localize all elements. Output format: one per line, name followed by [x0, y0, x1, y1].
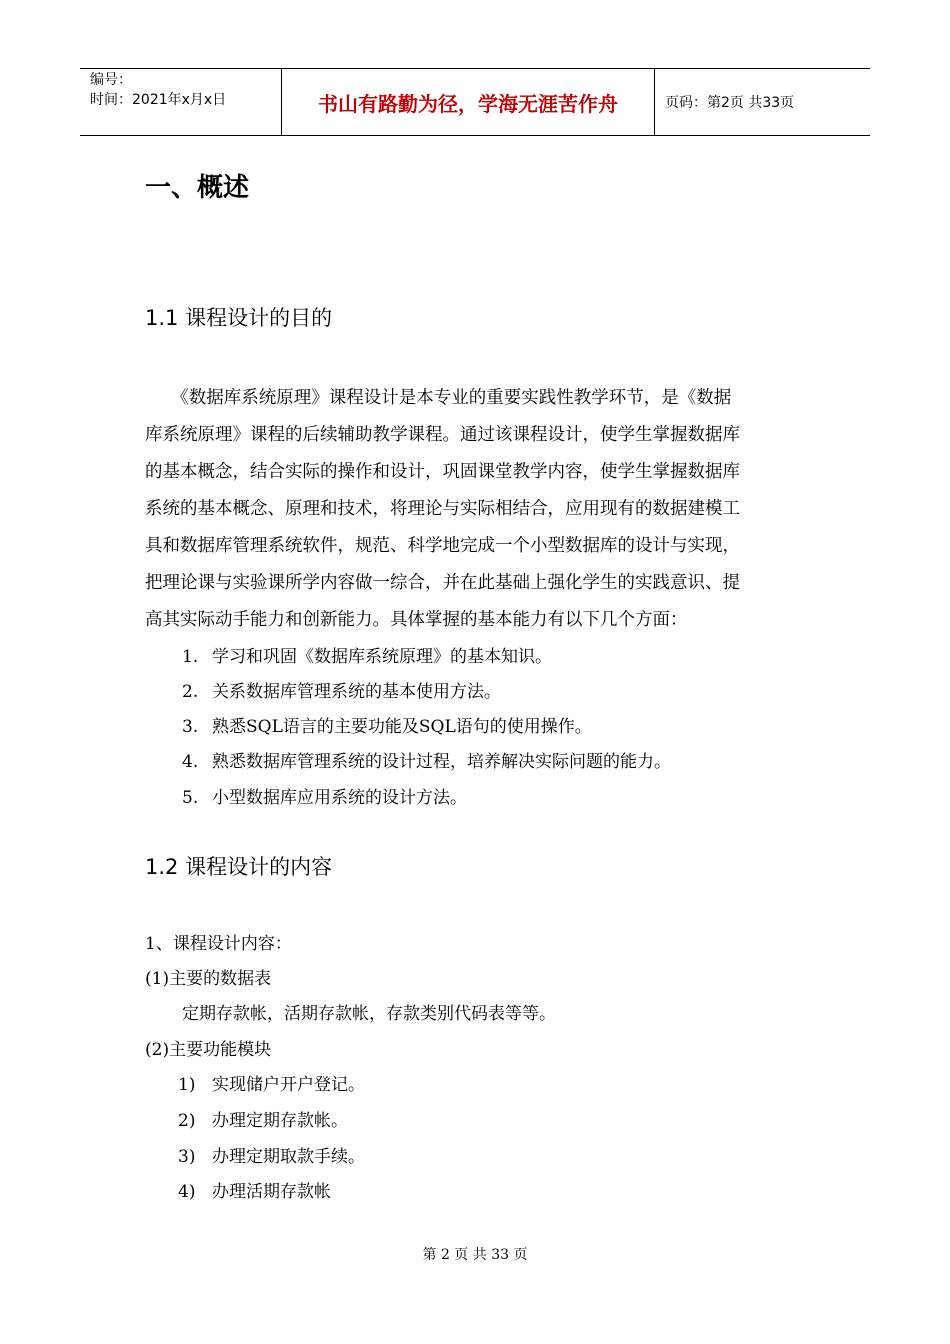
modules-label: (2)主要功能模块: [145, 1040, 272, 1060]
paragraph-line: 高其实际动手能力和创新能力。具体掌握的基本能力有以下几个方面：: [145, 610, 688, 630]
module-item-number: 3): [178, 1147, 196, 1167]
list-item-text: 熟悉数据库管理系统的设计过程，培养解决实际问题的能力。: [212, 752, 671, 772]
module-item-number: 4): [178, 1182, 196, 1202]
header-page-cell: [655, 69, 870, 135]
list-item-number: 3.: [182, 717, 199, 737]
serial-number-label: 编号：: [90, 72, 132, 88]
date-label: 时间：2021年x月x日: [90, 92, 227, 108]
list-item-text: 学习和巩固《数据库系统原理》的基本知识。: [212, 647, 552, 667]
list-item-number: 2.: [182, 682, 199, 702]
page-footer: 第 2 页 共 33 页: [422, 1247, 528, 1263]
tables-text: 定期存款帐，活期存款帐，存款类别代码表等等。: [182, 1004, 556, 1024]
list-item-text: 小型数据库应用系统的设计方法。: [212, 788, 467, 808]
purpose-paragraph: [145, 380, 810, 639]
list-item-text: 关系数据库管理系统的基本使用方法。: [212, 682, 501, 702]
subsection-heading-purpose: 1.1 课程设计的目的: [145, 306, 333, 330]
header-meta-cell: [80, 69, 282, 135]
list-item-text: 熟悉SQL语言的主要功能及SQL语句的使用操作。: [212, 717, 592, 737]
page-header: [80, 68, 870, 136]
module-item: [178, 1145, 365, 1169]
list-item-number: 4.: [182, 752, 199, 772]
module-item: [178, 1073, 365, 1097]
module-item: [178, 1180, 331, 1204]
list-item: [182, 786, 467, 810]
content-label: 1、课程设计内容：: [145, 934, 292, 954]
paragraph-line: 把理论课与实验课所学内容做一综合，并在此基础上强化学生的实践意识、提: [145, 573, 740, 593]
list-item: [182, 750, 671, 774]
module-item-number: 1): [178, 1075, 196, 1095]
motto-text: 书山有路勤为径，学海无涯苦作舟: [318, 92, 618, 116]
paragraph-line: 的基本概念，结合实际的操作和设计，巩固课堂教学内容，使学生掌握数据库: [145, 462, 740, 482]
paragraph-line: 系统的基本概念、原理和技术，将理论与实际相结合，应用现有的数据建模工: [145, 499, 740, 519]
paragraph-line: 库系统原理》课程的后续辅助教学课程。通过该课程设计，使学生掌握数据库: [145, 425, 740, 445]
header-motto-cell: [282, 69, 655, 135]
paragraph-line: 具和数据库管理系统软件，规范、科学地完成一个小型数据库的设计与实现，: [145, 536, 740, 556]
list-item-number: 1.: [182, 647, 199, 667]
section-title: 一、概述: [145, 173, 250, 203]
header-page-info: 页码：第2页 共33页: [665, 95, 795, 111]
list-item: [182, 645, 552, 669]
list-item: [182, 680, 501, 704]
module-item-text: 办理定期取款手续。: [212, 1147, 365, 1167]
module-item-text: 实现储户开户登记。: [212, 1075, 365, 1095]
module-item-text: 办理定期存款帐。: [212, 1111, 348, 1131]
subsection-heading-content: 1.2 课程设计的内容: [145, 855, 333, 879]
paragraph-line: 《数据库系统原理》课程设计是本专业的重要实践性教学环节，是《数据: [145, 388, 732, 408]
module-item-text: 办理活期存款帐: [212, 1182, 331, 1202]
list-item-number: 5.: [182, 788, 199, 808]
list-item: [182, 715, 592, 739]
module-item: [178, 1109, 348, 1133]
tables-label: (1)主要的数据表: [145, 969, 272, 989]
module-item-number: 2): [178, 1111, 196, 1131]
